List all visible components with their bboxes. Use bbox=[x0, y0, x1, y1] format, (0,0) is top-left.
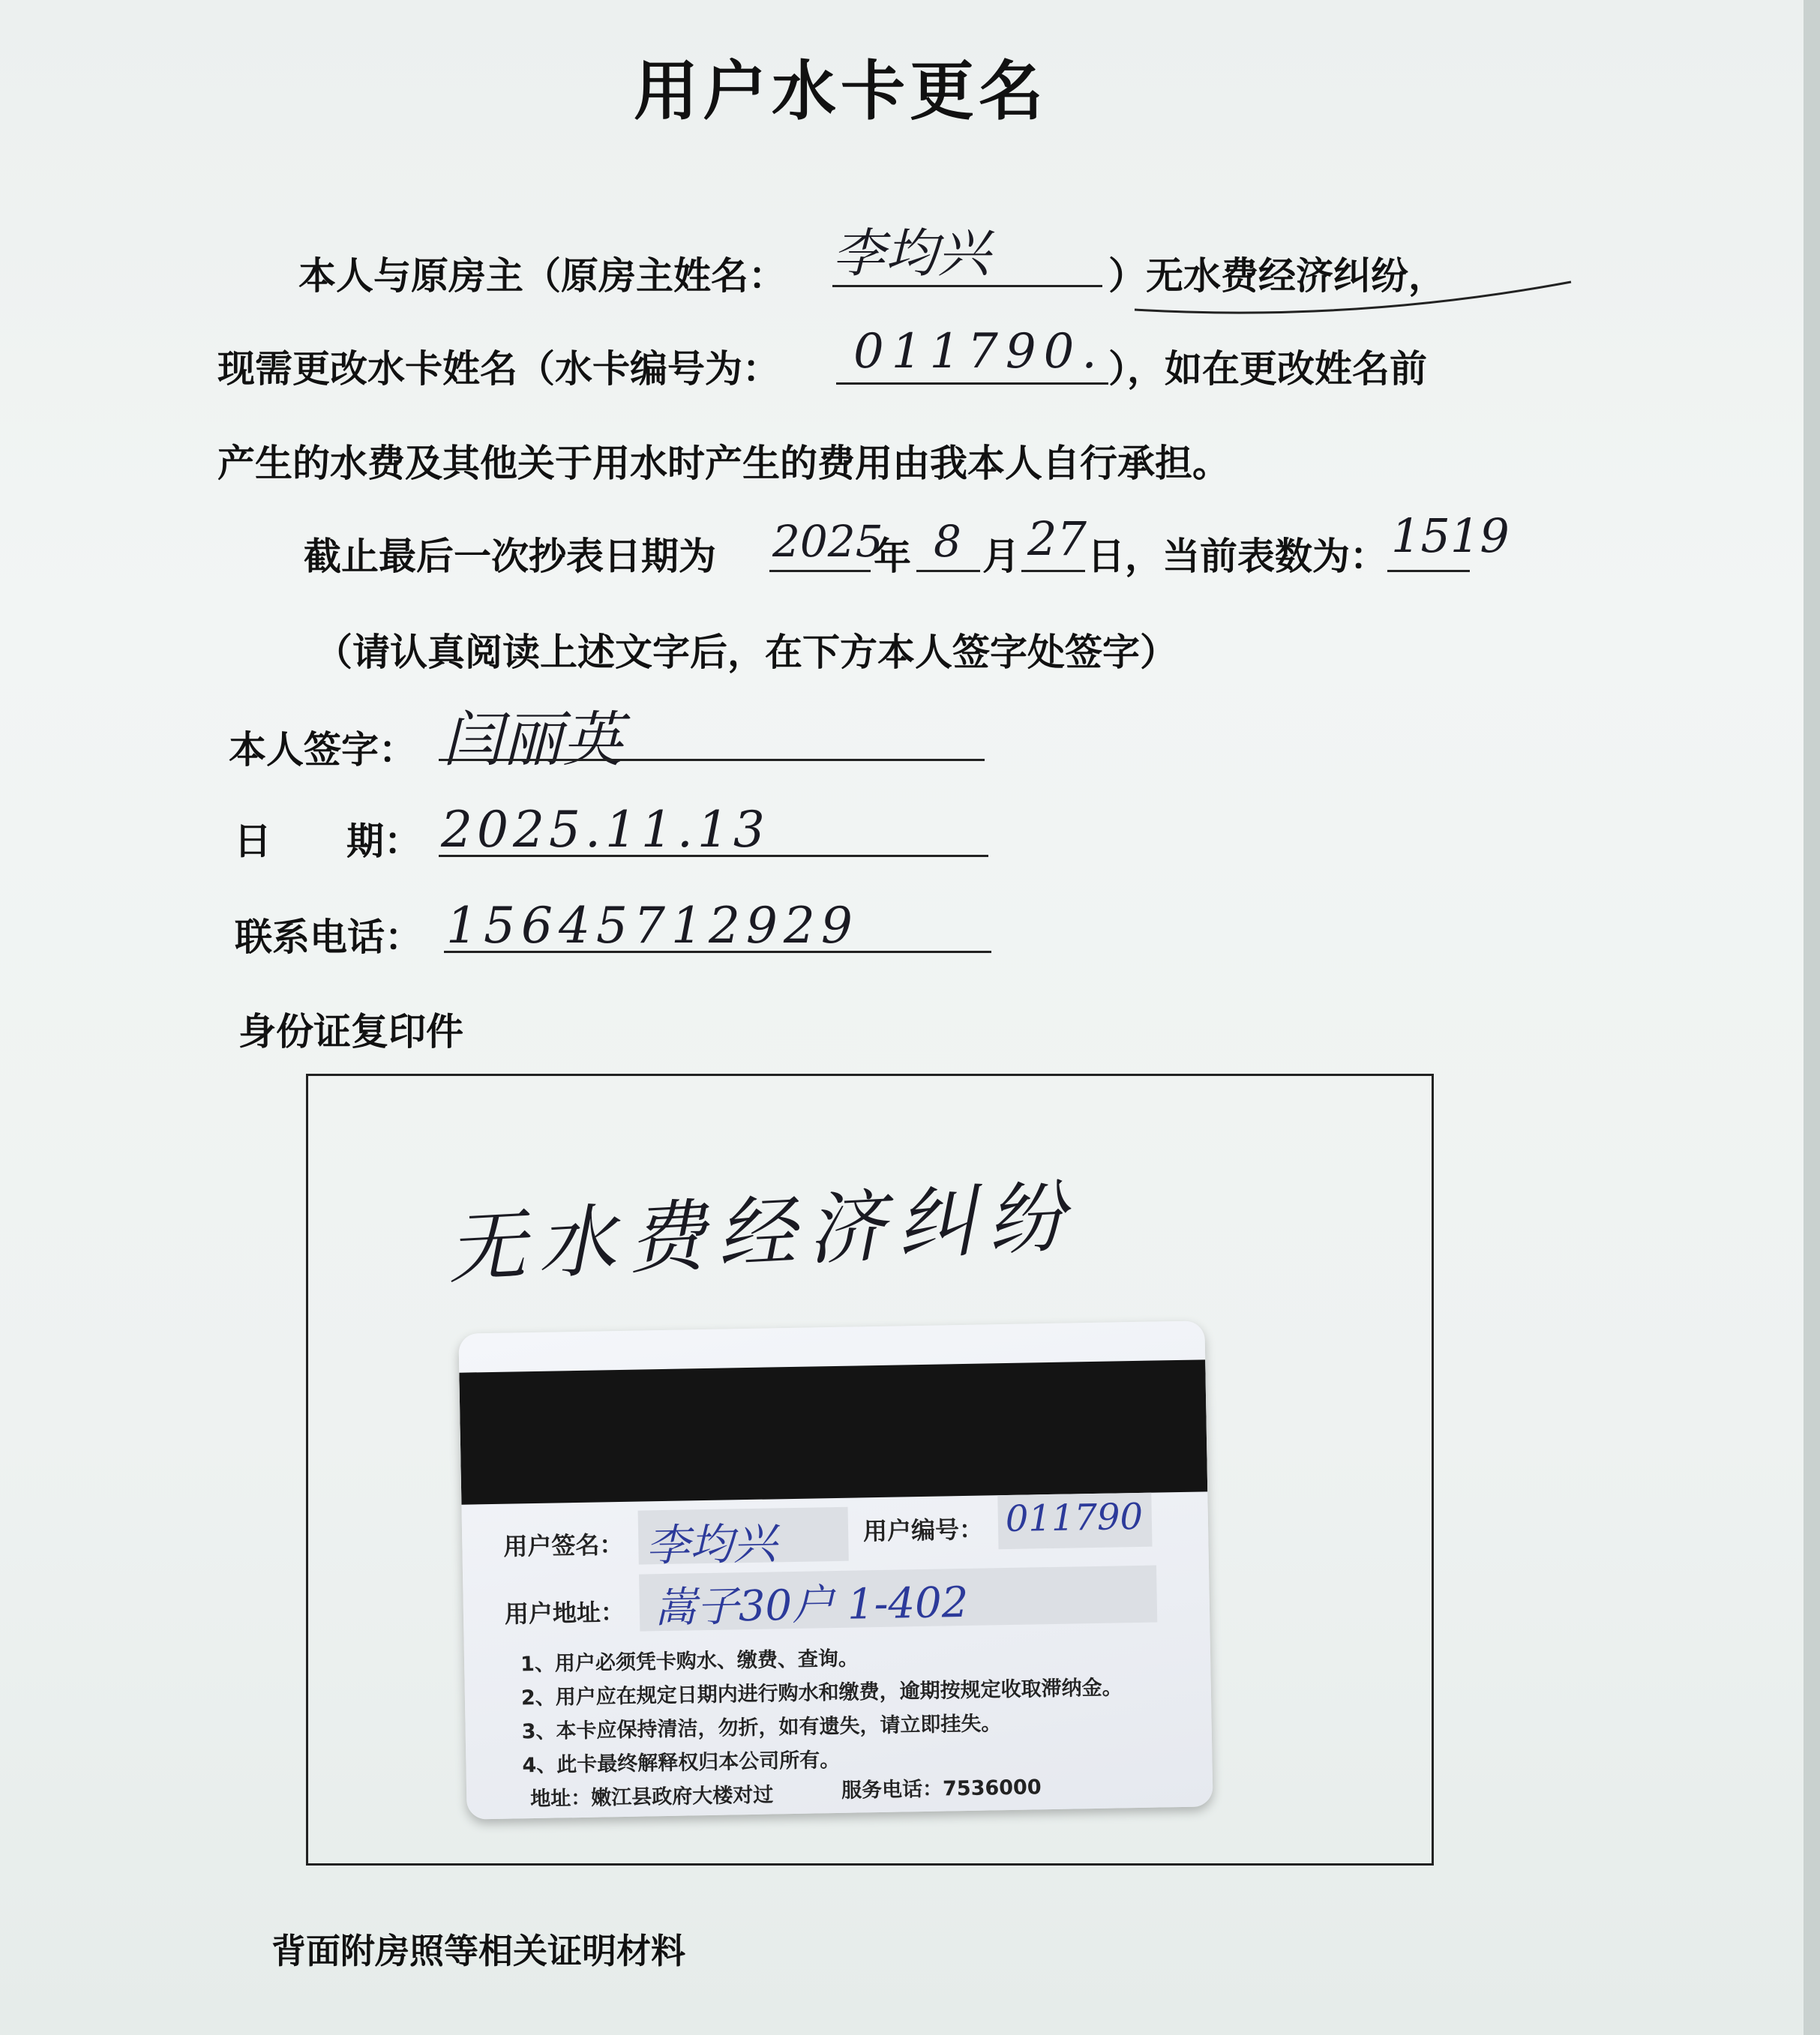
card-name-value: 李均兴 bbox=[645, 1518, 777, 1572]
card-rule-1: 1、用户必须凭卡购水、缴费、查询。 bbox=[520, 1647, 859, 1677]
statement-line2-suffix: ），如在更改姓名前 bbox=[1108, 347, 1427, 391]
year-underline bbox=[769, 570, 871, 572]
signing-instruction: （请认真阅读上述文字后，在下方本人签字处签字） bbox=[315, 631, 1177, 674]
meter-month: 8 bbox=[934, 516, 961, 567]
card-number-label: 用户编号： bbox=[862, 1515, 984, 1546]
day-label: 日，当前表数为： bbox=[1087, 535, 1387, 578]
month-underline bbox=[916, 570, 980, 572]
box-handwriting: 无水费经济纠纷 bbox=[445, 1170, 1080, 1295]
scan-edge bbox=[1804, 0, 1820, 2035]
card-rule-4: 4、此卡最终解释权归本公司所有。 bbox=[522, 1748, 841, 1778]
date-underline bbox=[439, 855, 988, 857]
card-number-underline bbox=[836, 382, 1108, 385]
card-rule-2: 2、用户应在规定日期内进行购水和缴费，逾期按规定收取滞纳金。 bbox=[520, 1676, 1123, 1710]
magnetic-strip bbox=[459, 1359, 1207, 1504]
date-value: 2025.11.13 bbox=[441, 801, 769, 859]
statement-line1-prefix: 本人与原房主（原房主姓名： bbox=[298, 254, 786, 298]
footer-note: 背面附房照等相关证明材料 bbox=[271, 1931, 685, 1971]
card-name-label: 用户签名： bbox=[503, 1530, 624, 1561]
card-rule-3: 3、本卡应保持清洁，勿折，如有遗失，请立即挂失。 bbox=[521, 1712, 1002, 1744]
pen-underline-stroke bbox=[1129, 276, 1579, 321]
phone-underline bbox=[444, 951, 991, 953]
month-label: 月 bbox=[982, 535, 1020, 578]
statement-line3: 产生的水费及其他关于用水时产生的费用由我本人自行承担。 bbox=[217, 442, 1230, 485]
signature-value: 闫丽英 bbox=[442, 705, 622, 775]
card-service-phone: 服务电话：7536000 bbox=[841, 1776, 1042, 1803]
year-label: 年 bbox=[874, 535, 911, 578]
card-address-label: 用户地址： bbox=[504, 1597, 625, 1629]
meter-day: 27 bbox=[1027, 511, 1087, 566]
meter-reading: 1519 bbox=[1391, 508, 1510, 563]
phone-value: 15645712929 bbox=[446, 897, 859, 955]
date-label: 日 期： bbox=[234, 820, 421, 863]
signature-label: 本人签字： bbox=[229, 728, 416, 772]
meter-year: 2025 bbox=[772, 516, 883, 567]
card-number-value: 011790 bbox=[1005, 1495, 1144, 1541]
card-address-value: 嵩子30户 1-402 bbox=[654, 1578, 969, 1633]
day-underline bbox=[1021, 570, 1085, 572]
owner-name-underline bbox=[832, 285, 1102, 287]
id-copy-label: 身份证复印件 bbox=[238, 1010, 463, 1053]
phone-label: 联系电话： bbox=[235, 916, 422, 959]
statement-line2-prefix: 现需更改水卡姓名（水卡编号为： bbox=[217, 347, 780, 391]
card-company-address: 地址：嫩江县政府大楼对过 bbox=[530, 1783, 774, 1812]
signature-underline bbox=[439, 759, 985, 761]
original-owner-name: 李均兴 bbox=[832, 223, 990, 284]
water-card-copy bbox=[458, 1320, 1213, 1819]
meter-prefix: 截止最后一次抄表日期为 bbox=[304, 535, 716, 578]
reading-underline bbox=[1387, 570, 1470, 572]
statement-line1-suffix: ）无水费经济纠纷， bbox=[1108, 254, 1446, 298]
document-title: 用户水卡更名 bbox=[634, 54, 1048, 129]
water-card-number: 011790. bbox=[853, 324, 1105, 379]
